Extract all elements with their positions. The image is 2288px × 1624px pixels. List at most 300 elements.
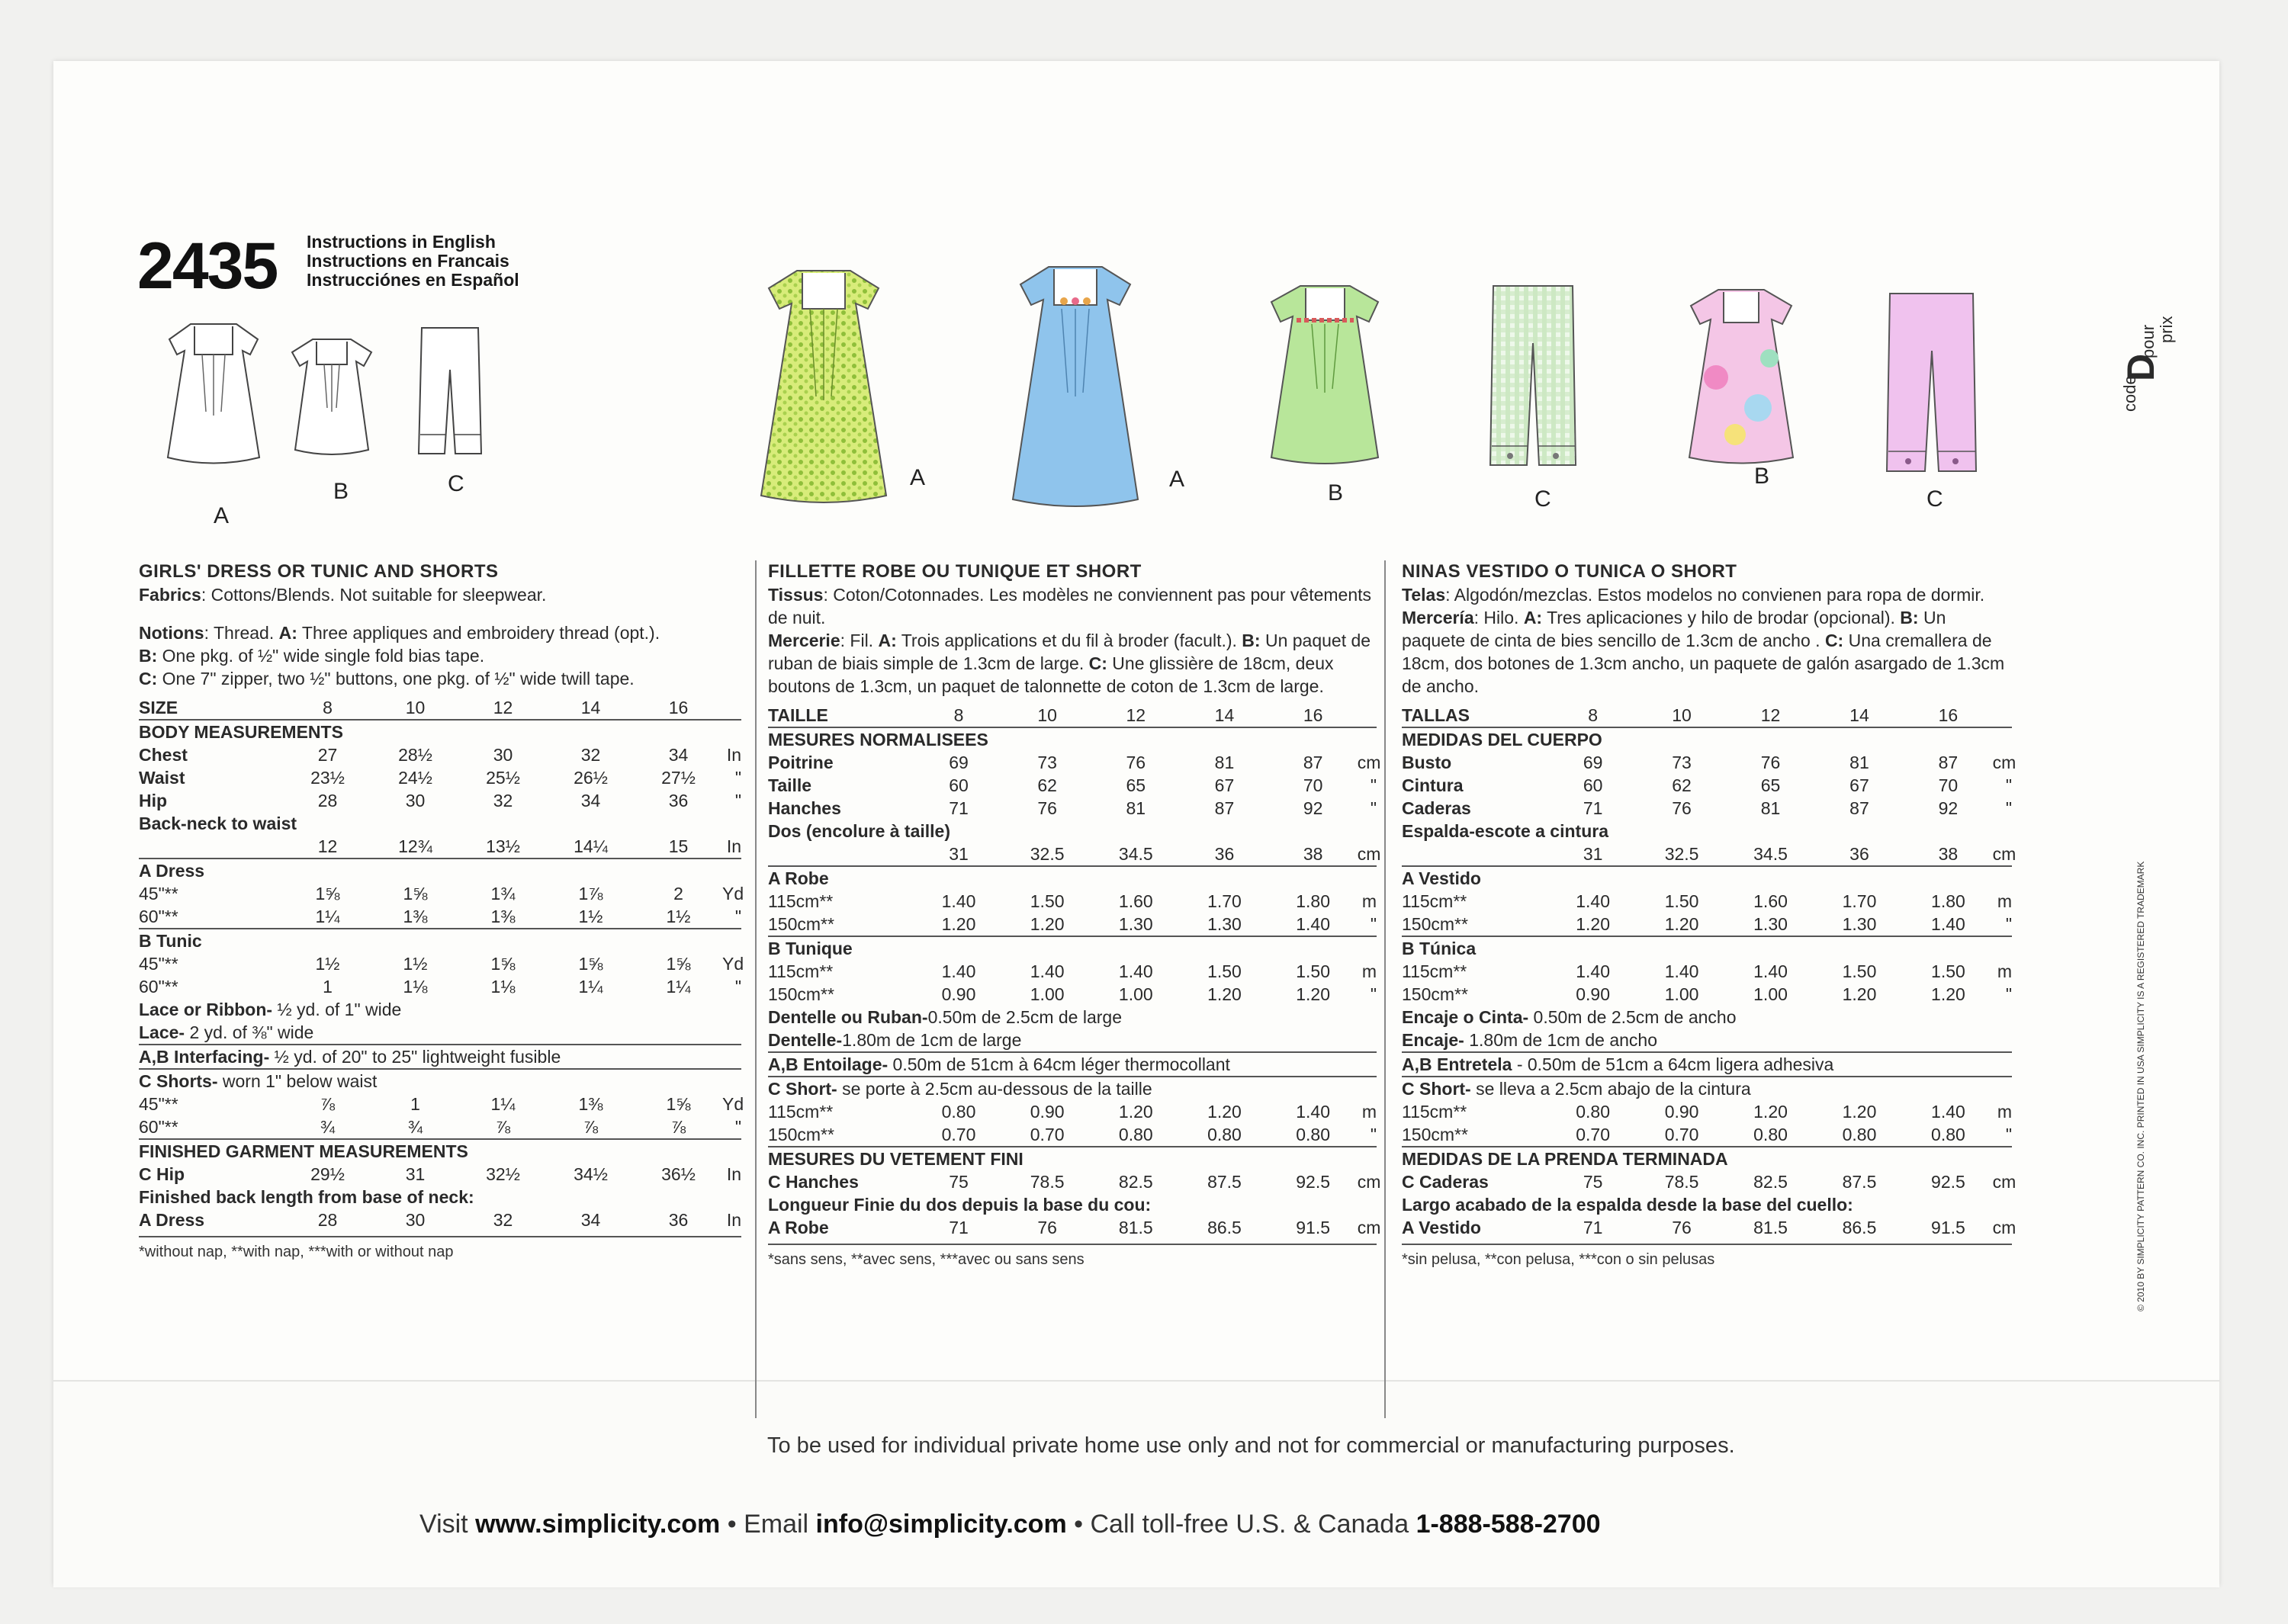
value-cell: 1⅝ — [578, 954, 603, 974]
value-cell: 1.70 — [1842, 891, 1877, 911]
note-text: 0.50m de 2.5cm de large — [927, 1007, 1122, 1027]
value-cell: 32 — [493, 791, 513, 810]
call-label: • Call toll-free U.S. & Canada — [1066, 1510, 1416, 1539]
illustration-shorts-c-gingham — [1487, 282, 1579, 473]
size-value: 16 — [1269, 698, 1358, 727]
notions-block — [768, 629, 1377, 698]
table-row — [139, 766, 741, 789]
value-cell: 28 — [317, 791, 338, 810]
table-row — [139, 1021, 741, 1045]
value-cell: 1.20 — [1207, 1102, 1242, 1122]
group-label: Longueur Finie du dos depuis la base du cou: — [768, 1195, 1152, 1215]
table-row — [1402, 913, 2012, 936]
price-code-mark — [2119, 297, 2176, 450]
value-cell: 12¾ — [398, 836, 432, 856]
unit-cell: m — [1361, 891, 1377, 911]
notions-b-text: Un paquet de ruban de biais simple de 1.3cm de large. — [768, 631, 1371, 673]
value-cell: 1.50 — [1296, 961, 1330, 981]
note-label: Encaje- — [1402, 1030, 1464, 1050]
value-cell: 1½ — [403, 954, 428, 974]
table-row — [768, 983, 1377, 1006]
value-cell: 70 — [1303, 775, 1323, 795]
unit-cell — [722, 690, 741, 720]
row-label: 115cm** — [768, 1102, 834, 1122]
table-row — [1402, 820, 2012, 842]
value-cell: 76 — [1037, 798, 1057, 818]
note-text: se porte à 2.5cm au-dessous de la taille — [837, 1079, 1152, 1099]
unit-cell — [1358, 698, 1377, 727]
table-row — [1402, 1216, 2012, 1239]
row-label: 60"** — [139, 977, 178, 997]
value-cell: 81 — [1849, 753, 1869, 772]
unit-cell: cm — [1357, 844, 1381, 864]
table-row — [139, 1093, 741, 1115]
value-cell: 1.20 — [1753, 1102, 1788, 1122]
copyright-notice: © 2010 BY SIMPLICITY PATTERN CO. INC. PRINTED IN USA SIMPLICITY IS A REGISTERED TRADEMARK — [2135, 861, 2146, 1311]
notions-block — [139, 621, 741, 690]
note-label: Lace or Ribbon- — [139, 1000, 273, 1019]
value-cell: 28½ — [398, 745, 432, 765]
notions-a-label: A: — [1523, 608, 1543, 627]
table-row — [1402, 1006, 2012, 1029]
value-cell: 1.20 — [1576, 914, 1610, 934]
size-value: 8 — [914, 698, 1003, 727]
unit-cell: " — [1370, 914, 1377, 934]
unit-cell: cm — [1992, 753, 2016, 772]
note-text: 1.80m de 1cm de large — [842, 1030, 1022, 1050]
row-label: 150cm** — [1402, 1125, 1468, 1144]
value-cell: 32 — [580, 745, 601, 765]
note-row — [1402, 1052, 2012, 1077]
value-cell: 81.5 — [1753, 1218, 1788, 1237]
measurement-table — [1402, 698, 2016, 1239]
row-label: C Hanches — [768, 1172, 859, 1192]
value-cell: 62 — [1672, 775, 1692, 795]
note-label: Dentelle ou Ruban- — [768, 1007, 928, 1027]
value-cell: 60 — [1583, 775, 1603, 795]
table-row — [768, 1147, 1377, 1170]
value-cell: 23½ — [310, 768, 345, 788]
phone-number[interactable]: 1-888-588-2700 — [1416, 1510, 1601, 1539]
notions-b-text: Un paquete de cinta de bies sencillo de 1.3cm de ancho . — [1402, 608, 1946, 650]
value-cell: 1.20 — [941, 914, 976, 934]
label-small-c: C — [448, 471, 464, 496]
unit-cell: m — [1997, 891, 2012, 911]
note-text: 0.50m de 2.5cm de ancho — [1528, 1007, 1737, 1027]
fabrics-text: : Algodón/mezclas. Estos modelos no convienen para ropa de dormir. — [1445, 585, 1985, 605]
value-cell: 1.30 — [1118, 914, 1153, 934]
note-text: - 0.50m de 51cm a 64cm ligera adhesiva — [1512, 1054, 1834, 1074]
row-label: Hip — [139, 791, 168, 810]
value-cell: 65 — [1760, 775, 1781, 795]
table-row — [1402, 1029, 2012, 1052]
value-cell: 1⅜ — [578, 1094, 603, 1114]
notions-c-text: Una cremallera de 18cm, dos botones de 1.3cm ancho, un paquete de galón asargado de 1.3cm de ancho. — [1402, 631, 2005, 696]
unit-cell: " — [1370, 775, 1377, 795]
table-row — [768, 820, 1377, 842]
value-cell: 75 — [1583, 1172, 1603, 1192]
note-label: C Shorts- — [139, 1071, 218, 1091]
table-row — [768, 797, 1377, 820]
value-cell: 38 — [1938, 844, 1959, 864]
value-cell: 1.40 — [1296, 1102, 1330, 1122]
value-cell: 87 — [1938, 753, 1959, 772]
note-row — [1402, 1029, 2012, 1052]
row-label: 150cm** — [768, 984, 834, 1004]
table-row — [139, 882, 741, 905]
value-cell: 76 — [1037, 1218, 1057, 1237]
value-cell: 34.5 — [1118, 844, 1153, 864]
value-cell: 73 — [1672, 753, 1692, 772]
table-row — [768, 842, 1377, 866]
group-label: A Dress — [139, 859, 741, 882]
value-cell: 1.20 — [1664, 914, 1699, 934]
row-label: 115cm** — [1402, 891, 1467, 911]
notions-c-label: C: — [139, 669, 158, 688]
label-color-c2: C — [1926, 486, 1943, 512]
group-label: Finished back length from base of neck: — [139, 1187, 474, 1207]
value-cell: 1⅞ — [578, 884, 603, 903]
notions-label: Mercería — [1402, 608, 1474, 627]
unit-cell: In — [726, 1210, 741, 1230]
table-row — [768, 913, 1377, 936]
illustration-tunic-b-green — [1262, 282, 1388, 473]
value-cell: 28 — [317, 1210, 338, 1230]
value-cell: 87.5 — [1842, 1172, 1877, 1192]
code-label: code — [2120, 375, 2139, 412]
row-label: 115cm** — [768, 961, 834, 981]
language-english: Instructions in English — [307, 232, 496, 252]
notions-a-text: Tres aplicaciones y hilo de brodar (opcional). — [1542, 608, 1901, 627]
value-cell: 60 — [949, 775, 969, 795]
size-value: 16 — [1904, 698, 1992, 727]
french-column — [768, 560, 1381, 1271]
value-cell: 1.50 — [1931, 961, 1965, 981]
value-cell: 1.00 — [1118, 984, 1153, 1004]
size-value: 10 — [1637, 698, 1726, 727]
table-row — [768, 1029, 1377, 1052]
email-link[interactable]: info@simplicity.com — [815, 1510, 1067, 1539]
notions-thread: : Fil. — [840, 631, 879, 650]
value-cell: 71 — [1583, 1218, 1603, 1237]
unit-cell: In — [726, 836, 741, 856]
unit-cell: Yd — [722, 884, 744, 903]
row-label: Cintura — [1402, 775, 1464, 795]
value-cell: 1.30 — [1842, 914, 1877, 934]
note-label: A,B Entoilage- — [768, 1054, 889, 1074]
website-link[interactable]: www.simplicity.com — [475, 1510, 721, 1539]
unit-cell — [1993, 698, 2012, 727]
group-label: Espalda-escote a cintura — [1402, 821, 1608, 841]
group-label: B Tunique — [768, 936, 1377, 960]
table-row — [768, 866, 1377, 890]
unit-cell: cm — [1357, 753, 1381, 772]
row-label: A Robe — [768, 1218, 829, 1237]
table-row — [768, 1193, 1377, 1216]
table-row — [139, 1045, 741, 1069]
value-cell: 78.5 — [1664, 1172, 1699, 1192]
value-cell: 1.20 — [1296, 984, 1330, 1004]
fabrics-line — [768, 583, 1377, 629]
note-label: Encaje o Cinta- — [1402, 1007, 1529, 1027]
row-label: 150cm** — [1402, 914, 1468, 934]
value-cell: ¾ — [407, 1117, 423, 1137]
size-value: 10 — [1003, 698, 1091, 727]
table-row — [768, 1123, 1377, 1147]
table-row — [1402, 727, 2012, 751]
value-cell: 86.5 — [1842, 1218, 1877, 1237]
fabrics-label: Telas — [1402, 585, 1446, 605]
value-cell: 0.80 — [1296, 1125, 1330, 1144]
unit-cell: " — [1370, 1125, 1377, 1144]
unit-cell: " — [734, 977, 741, 997]
value-cell: 82.5 — [1753, 1172, 1788, 1192]
value-cell: 1.40 — [1576, 961, 1610, 981]
fabrics-label: Tissus — [768, 585, 824, 605]
value-cell: 32.5 — [1030, 844, 1065, 864]
value-cell: 81 — [1126, 798, 1146, 818]
value-cell: 1⅝ — [490, 954, 516, 974]
table-row — [768, 960, 1377, 983]
illustration-tunic-b-floral — [1682, 286, 1800, 469]
notions-c-text: Une glissière de 18cm, deux boutons de 1.3cm, un paquet de talonnette de coton de 1.3cm de large. — [768, 653, 1334, 696]
note-label: C Short- — [768, 1079, 837, 1099]
notions-label: Notions — [139, 623, 204, 643]
value-cell: 1¼ — [315, 907, 340, 926]
table-row — [768, 698, 1377, 727]
notions-b-label: B: — [139, 646, 158, 666]
notions-c-label: C: — [1088, 653, 1107, 673]
value-cell: 1.00 — [1664, 984, 1699, 1004]
value-cell: 81 — [1214, 753, 1235, 772]
unit-cell: m — [1361, 961, 1377, 981]
row-label — [768, 842, 914, 866]
language-spanish: Instrucciónes en Español — [307, 270, 519, 290]
value-cell: 0.80 — [1207, 1125, 1242, 1144]
value-cell: 1⅝ — [666, 954, 691, 974]
table-row — [768, 936, 1377, 960]
value-cell: 91.5 — [1931, 1218, 1965, 1237]
label-small-b: B — [333, 479, 349, 504]
value-cell: 36 — [1849, 844, 1869, 864]
illustration-dress-a-green — [755, 267, 892, 511]
row-label: 115cm** — [1402, 1102, 1467, 1122]
row-label: 150cm** — [768, 914, 834, 934]
section-title: FILLETTE ROBE OU TUNIQUE ET SHORT — [768, 561, 1142, 582]
value-cell: 1⅛ — [490, 977, 516, 997]
note-row — [768, 1006, 1377, 1029]
value-cell: 27½ — [661, 768, 696, 788]
group-label: MESURES NORMALISEES — [768, 730, 988, 749]
group-label: Dos (encolure à taille) — [768, 821, 951, 841]
column-divider-1 — [755, 560, 757, 1418]
table-row — [768, 1100, 1377, 1123]
group-label: Largo acabado de la espalda desde la base del cuello: — [1402, 1195, 1853, 1215]
size-value: 8 — [1548, 698, 1637, 727]
notions-thread: : Hilo. — [1473, 608, 1524, 627]
size-label: TALLAS — [1402, 698, 1548, 727]
value-cell: 1.50 — [1664, 891, 1699, 911]
value-cell: 1.00 — [1753, 984, 1788, 1004]
table-row — [768, 774, 1377, 797]
row-label — [1402, 842, 1548, 866]
envelope-flap — [53, 1380, 2219, 1587]
value-cell: 92 — [1938, 798, 1959, 818]
unit-cell: cm — [1992, 844, 2016, 864]
label-color-b2: B — [1754, 464, 1770, 489]
value-cell: 34.5 — [1753, 844, 1788, 864]
value-cell: 67 — [1849, 775, 1869, 795]
value-cell: 1 — [323, 977, 333, 997]
pattern-number: 2435 — [137, 229, 278, 303]
table-row — [139, 975, 741, 998]
value-cell: 1½ — [666, 907, 691, 926]
unit-cell: Yd — [722, 1094, 744, 1114]
value-cell: 30 — [405, 791, 426, 810]
group-label: MEDIDAS DE LA PRENDA TERMINADA — [1402, 1147, 2012, 1170]
value-cell: 1.70 — [1207, 891, 1242, 911]
table-row — [139, 789, 741, 812]
table-row — [1402, 890, 2012, 913]
value-cell: 87.5 — [1207, 1172, 1242, 1192]
row-label: C Caderas — [1402, 1172, 1489, 1192]
email-label: • Email — [720, 1510, 816, 1539]
value-cell: 36½ — [661, 1164, 696, 1184]
table-row — [1402, 774, 2012, 797]
english-column — [139, 560, 744, 1263]
section-title: NINAS VESTIDO O TUNICA O SHORT — [1402, 561, 1737, 582]
unit-cell: " — [734, 907, 741, 926]
notions-a-text: Three appliques and embroidery thread (opt.). — [297, 623, 660, 643]
value-cell: 69 — [949, 753, 969, 772]
value-cell: 75 — [949, 1172, 969, 1192]
row-label — [139, 835, 284, 859]
note-row — [768, 1052, 1377, 1077]
value-cell: 76 — [1672, 798, 1692, 818]
value-cell: 1⅝ — [666, 1094, 691, 1114]
value-cell: 1.20 — [1842, 1102, 1877, 1122]
note-label: A,B Interfacing- — [139, 1047, 270, 1067]
size-value: 8 — [284, 690, 371, 720]
value-cell: 0.70 — [941, 1125, 976, 1144]
value-cell: ⅞ — [320, 1094, 336, 1114]
table-row — [768, 1216, 1377, 1239]
unit-cell: " — [1370, 984, 1377, 1004]
table-row — [139, 1069, 741, 1093]
value-cell: 0.80 — [1576, 1102, 1610, 1122]
unit-cell: cm — [1992, 1172, 2016, 1192]
fabrics-text: : Cottons/Blends. Not suitable for sleepwear. — [201, 585, 547, 605]
value-cell: 1.40 — [1296, 914, 1330, 934]
value-cell: 81.5 — [1118, 1218, 1153, 1237]
group-label: A Vestido — [1402, 866, 2012, 890]
table-row — [139, 1163, 741, 1186]
value-cell: 78.5 — [1030, 1172, 1065, 1192]
value-cell: 1.50 — [1207, 961, 1242, 981]
value-cell: 1 — [410, 1094, 420, 1114]
value-cell: 1.20 — [1030, 914, 1065, 934]
value-cell: 1½ — [578, 907, 603, 926]
notions-block — [1402, 606, 2012, 698]
value-cell: 1.40 — [1118, 961, 1153, 981]
note-text: se lleva a 2.5cm abajo de la cintura — [1470, 1079, 1751, 1099]
value-cell: 25½ — [486, 768, 520, 788]
value-cell: 0.70 — [1030, 1125, 1065, 1144]
table-row — [768, 751, 1377, 774]
value-cell: 1.80 — [1931, 891, 1965, 911]
value-cell: 34 — [580, 791, 601, 810]
table-row — [139, 743, 741, 766]
spacer — [139, 606, 741, 621]
note-text: worn 1" below waist — [217, 1071, 378, 1091]
table-row — [139, 1186, 741, 1208]
row-label: 45"** — [139, 884, 178, 903]
notions-thread: : Thread. — [204, 623, 279, 643]
value-cell: 27 — [317, 745, 338, 765]
value-cell: 26½ — [574, 768, 608, 788]
value-cell: 81 — [1760, 798, 1781, 818]
pour-label: pour — [2139, 324, 2158, 358]
footnote: *sin pelusa, **con pelusa, ***con o sin pelusas — [1402, 1244, 2012, 1271]
note-text: ½ yd. of 1" wide — [272, 1000, 402, 1019]
group-label: A Robe — [768, 866, 1377, 890]
value-cell: 24½ — [398, 768, 432, 788]
fabrics-label: Fabrics — [139, 585, 201, 605]
unit-cell: Yd — [722, 954, 744, 974]
table-row — [1402, 936, 2012, 960]
value-cell: 36 — [668, 791, 689, 810]
value-cell: 1.40 — [1030, 961, 1065, 981]
notions-b-text: One pkg. of ½" wide single fold bias tape. — [157, 646, 485, 666]
row-label: Hanches — [768, 798, 841, 818]
illustration-dress-a-blue — [1007, 263, 1144, 515]
value-cell: 14¼ — [574, 836, 608, 856]
note-text: 1.80m de 1cm de ancho — [1464, 1030, 1657, 1050]
row-label: 150cm** — [768, 1125, 834, 1144]
table-row — [1402, 1077, 2012, 1100]
value-cell: 73 — [1037, 753, 1057, 772]
row-label: 45"** — [139, 1094, 178, 1114]
size-value: 10 — [371, 690, 459, 720]
label-color-a1: A — [910, 465, 926, 490]
table-row — [139, 1139, 741, 1163]
row-label: A Dress — [139, 1210, 205, 1230]
table-row — [768, 727, 1377, 751]
language-french: Instructions en Francais — [307, 251, 509, 271]
value-cell: 12 — [317, 836, 338, 856]
note-label: Dentelle- — [768, 1030, 843, 1050]
value-cell: 1.40 — [941, 891, 976, 911]
line-drawing-tunic-b — [286, 335, 378, 457]
unit-cell: m — [1361, 1102, 1377, 1122]
value-cell: 0.80 — [1753, 1125, 1788, 1144]
table-row — [1402, 1147, 2012, 1170]
value-cell: 1.30 — [1207, 914, 1242, 934]
unit-cell: " — [734, 791, 741, 810]
value-cell: 1.40 — [1576, 891, 1610, 911]
row-label: 45"** — [139, 954, 178, 974]
value-cell: 1¼ — [666, 977, 691, 997]
value-cell: 1¼ — [578, 977, 603, 997]
table-row — [139, 1208, 741, 1231]
row-label: Busto — [1402, 753, 1452, 772]
table-row — [1402, 797, 2012, 820]
unit-cell: " — [2005, 1125, 2012, 1144]
value-cell: 1.50 — [1030, 891, 1065, 911]
table-row — [139, 952, 741, 975]
table-row — [1402, 983, 2012, 1006]
label-color-b1: B — [1328, 480, 1344, 505]
